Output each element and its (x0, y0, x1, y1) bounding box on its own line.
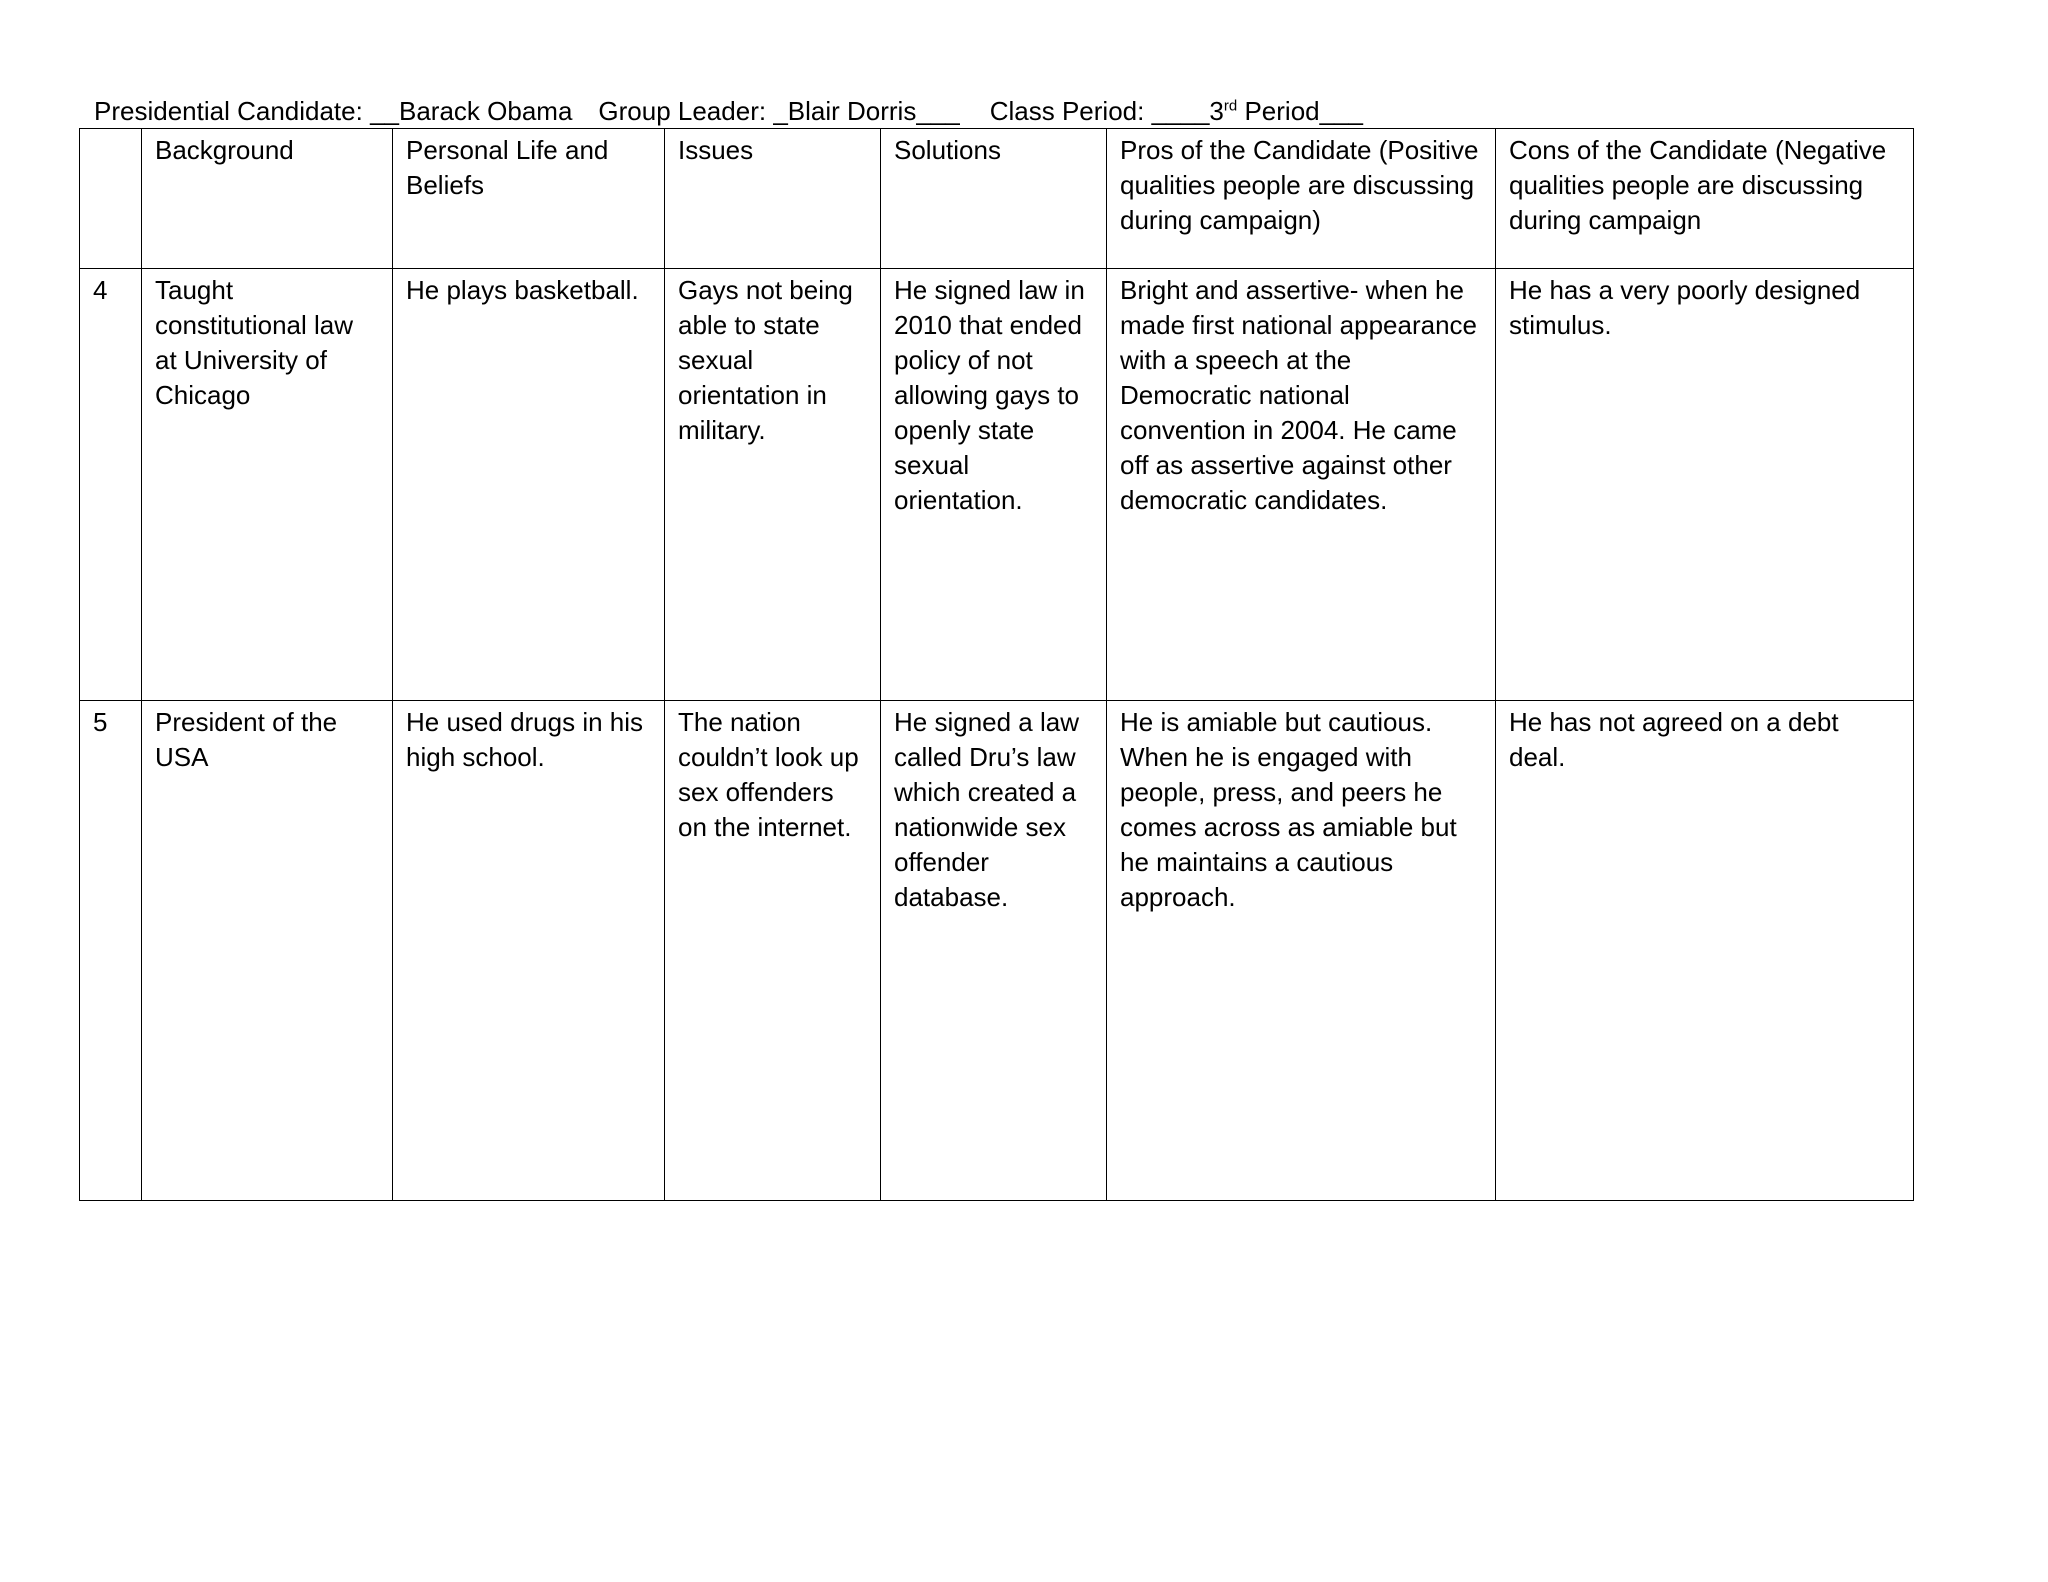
header-background: Background (142, 129, 393, 269)
class-period-suffix: Period___ (1237, 96, 1363, 126)
issues-cell: The nation couldn’t look up sex offenders on the internet. (665, 701, 881, 1201)
header-number (80, 129, 142, 269)
row-number: 4 (80, 269, 142, 701)
candidate-value: __Barack Obama (370, 96, 573, 126)
table-row (80, 701, 1914, 1201)
header-pros: Pros of the Candidate (Positive qualities people are discussing during campaign) (1107, 129, 1496, 269)
class-period-value (1152, 96, 1363, 126)
cons-cell: He has not agreed on a debt deal. (1496, 701, 1914, 1201)
class-period-prefix: ____3 (1151, 96, 1224, 126)
header-issues: Issues (665, 129, 881, 269)
cons-cell: He has a very poorly designed stimulus. (1496, 269, 1914, 701)
group-leader-label: Group Leader: (598, 96, 767, 126)
background-cell: President of the USA (142, 701, 393, 1201)
header-solutions: Solutions (881, 129, 1107, 269)
row-number: 5 (80, 701, 142, 1201)
personal-life-cell: He used drugs in his high school. (393, 701, 665, 1201)
pros-cell: Bright and assertive- when he made first national appearance with a speech at the Democratic national convention in 2004. He came off as assertive against other democratic candidates. (1107, 269, 1496, 701)
class-period-label: Class Period: (989, 96, 1145, 126)
table-row (80, 269, 1914, 701)
header-personal-life: Personal Life and Beliefs (393, 129, 665, 269)
pros-cell: He is amiable but cautious. When he is engaged with people, press, and peers he comes across as amiable but he maintains a cautious approach. (1107, 701, 1496, 1201)
solutions-cell: He signed law in 2010 that ended policy of not allowing gays to openly state sexual orientation. (881, 269, 1107, 701)
background-cell: Taught constitutional law at University of Chicago (142, 269, 393, 701)
table-header-row (80, 129, 1914, 269)
candidate-label: Presidential Candidate: (94, 96, 363, 126)
issues-cell: Gays not being able to state sexual orientation in military. (665, 269, 881, 701)
candidate-table (79, 128, 1914, 1201)
personal-life-cell: He plays basketball. (393, 269, 665, 701)
class-period-superscript: rd (1223, 97, 1238, 115)
group-leader-value: _Blair Dorris___ (773, 96, 960, 126)
header-cons: Cons of the Candidate (Negative qualities people are discussing during campaign (1496, 129, 1914, 269)
solutions-cell: He signed a law called Dru’s law which created a nationwide sex offender database. (881, 701, 1107, 1201)
worksheet-header (94, 92, 1363, 130)
